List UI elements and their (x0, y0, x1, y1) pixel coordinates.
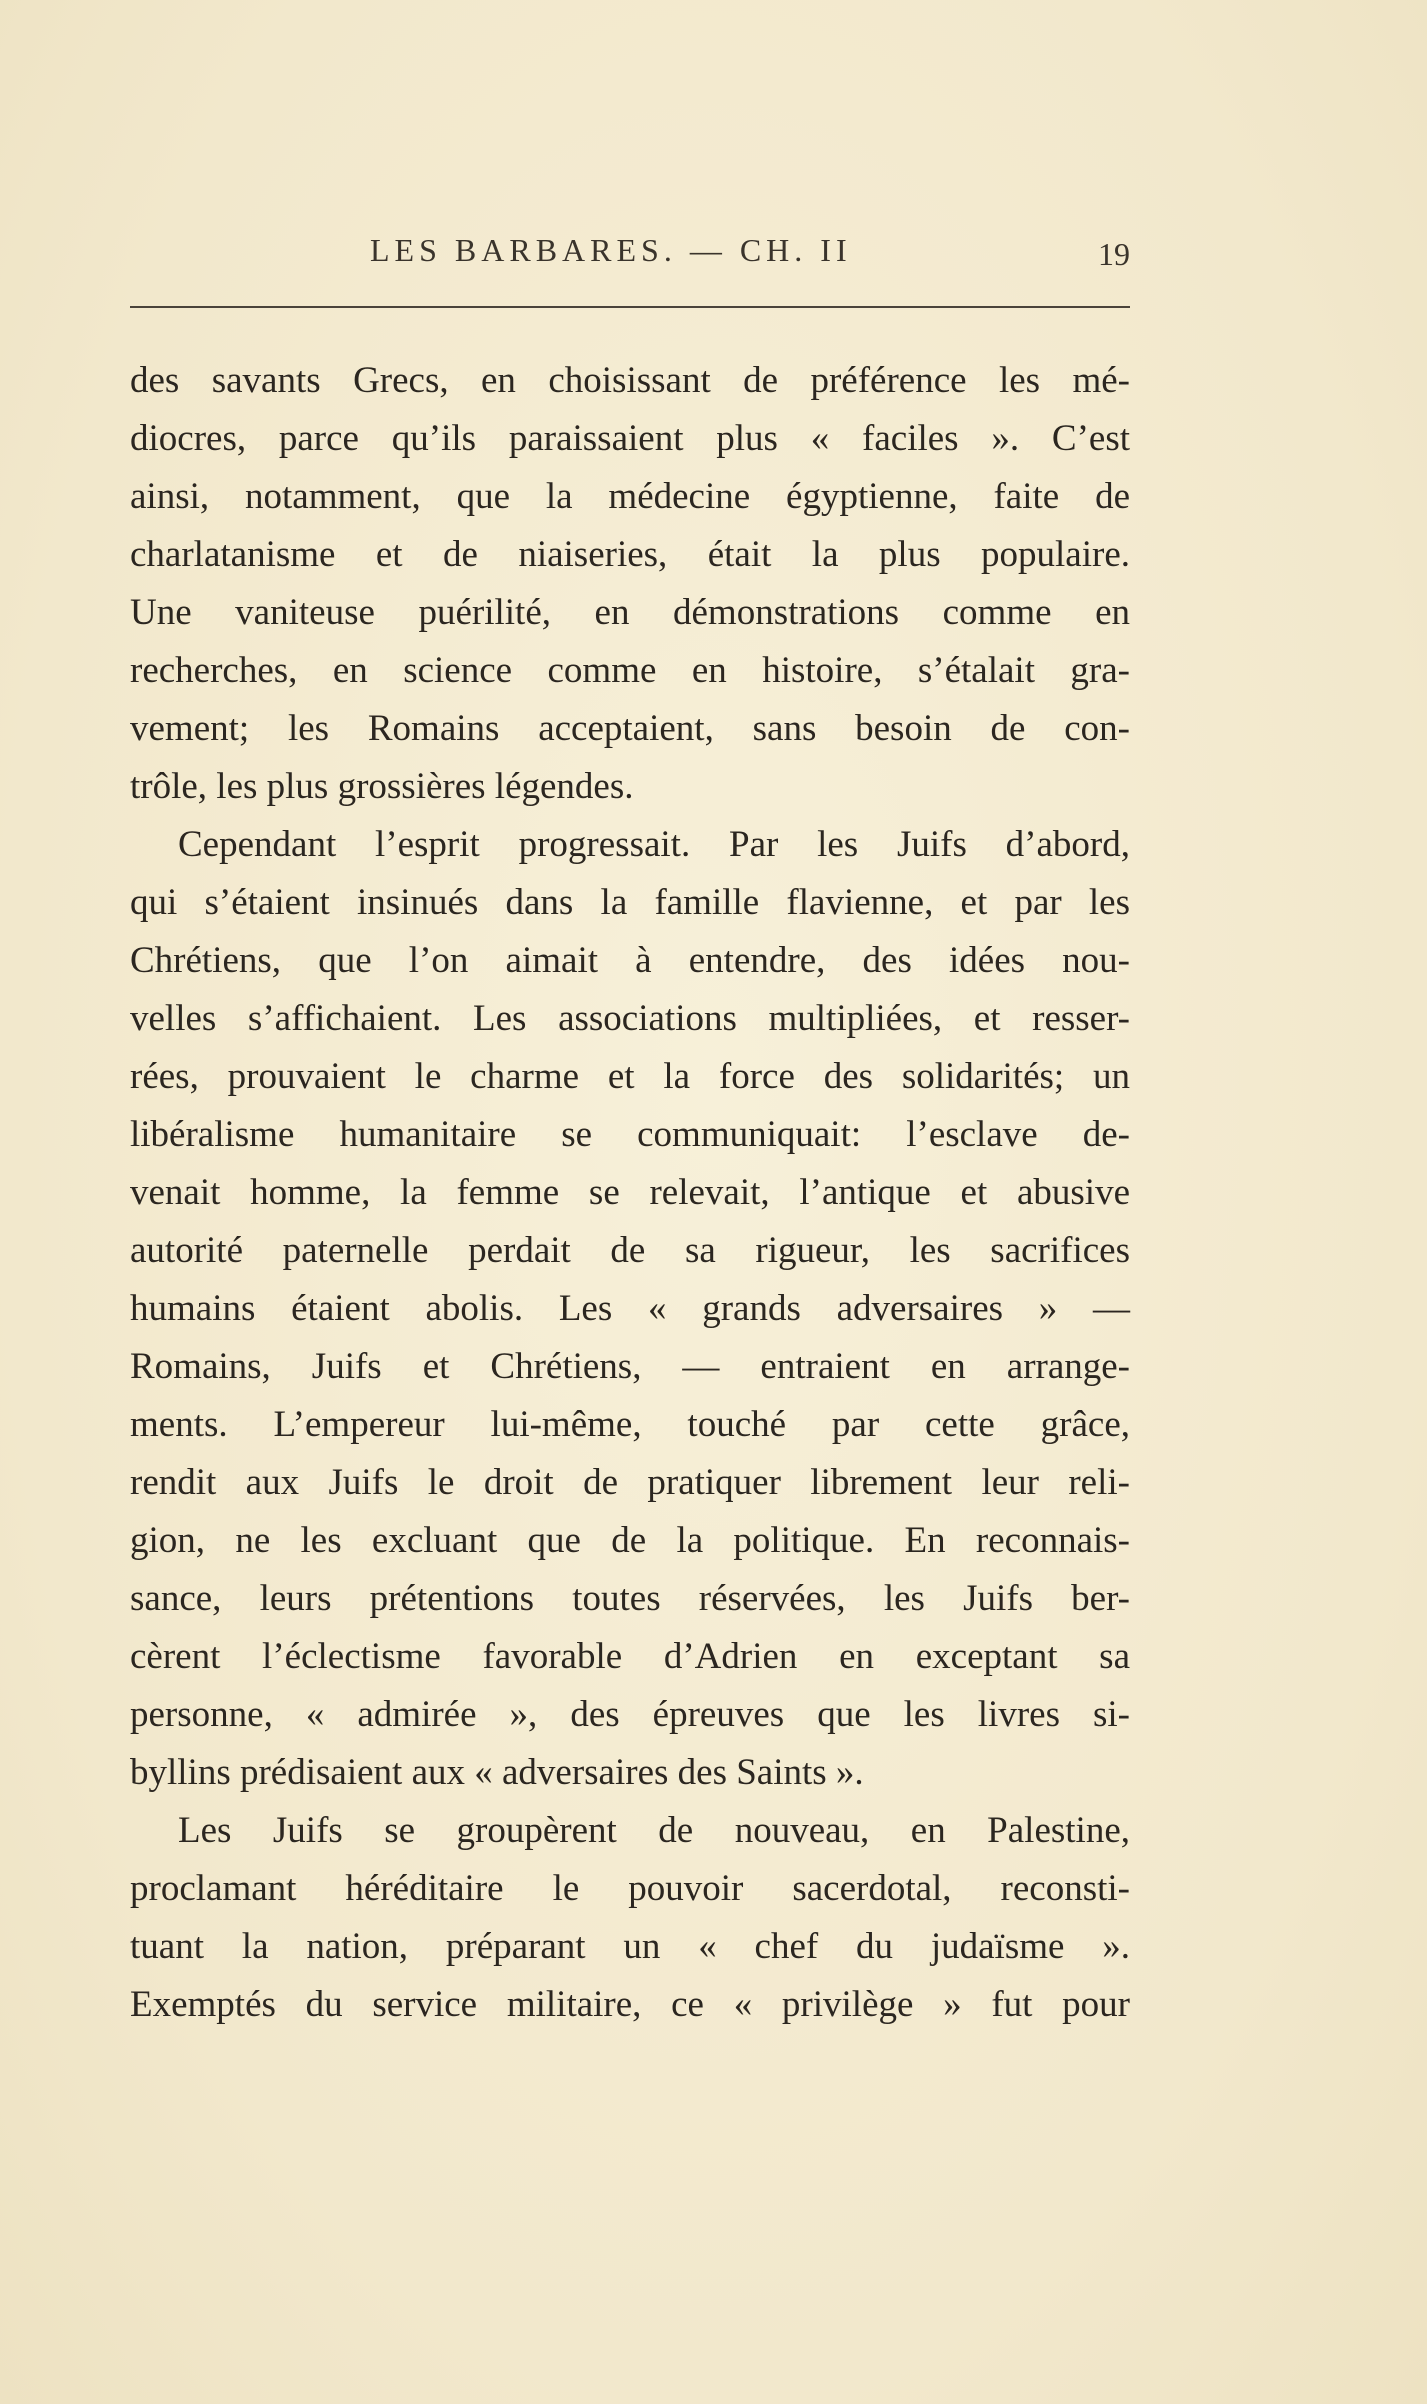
text-line: proclamant héréditaire le pouvoir sacerdotal, reconsti- (130, 1868, 1130, 1909)
text-line: charlatanisme et de niaiseries, était la plus populaire. (130, 534, 1130, 575)
text-line: ainsi, notamment, que la médecine égyptienne, faite de (130, 476, 1130, 517)
text-line: gion, ne les excluant que de la politique. En reconnais- (130, 1520, 1130, 1561)
text-line: Les Juifs se groupèrent de nouveau, en Palestine, (178, 1810, 1130, 1851)
text-line: recherches, en science comme en histoire, s’étalait gra- (130, 650, 1130, 691)
text-line: rendit aux Juifs le droit de pratiquer librement leur reli- (130, 1462, 1130, 1503)
header-rule (130, 306, 1130, 308)
body-text (130, 352, 1130, 2034)
text-line: libéralisme humanitaire se communiquait: l’esclave de- (130, 1114, 1130, 1155)
text-line: Chrétiens, que l’on aimait à entendre, des idées nou- (130, 940, 1130, 981)
text-line: humains étaient abolis. Les « grands adversaires » — (130, 1288, 1130, 1329)
text-line: diocres, parce qu’ils paraissaient plus « faciles ». C’est (130, 418, 1130, 459)
text-line: trôle, les plus grossières légendes. (130, 766, 634, 807)
text-line: Romains, Juifs et Chrétiens, — entraient en arrange- (130, 1346, 1130, 1387)
text-line: qui s’étaient insinués dans la famille flavienne, et par les (130, 882, 1130, 923)
text-line: Une vaniteuse puérilité, en démonstrations comme en (130, 592, 1130, 633)
text-line: Cependant l’esprit progressait. Par les Juifs d’abord, (178, 824, 1130, 865)
text-line: byllins prédisaient aux « adversaires des Saints ». (130, 1752, 864, 1793)
text-line: sance, leurs prétentions toutes réservées, les Juifs ber- (130, 1578, 1130, 1619)
running-title: LES BARBARES. — CH. II (370, 232, 852, 268)
text-line: vement; les Romains acceptaient, sans besoin de con- (130, 708, 1130, 749)
text-line: Exemptés du service militaire, ce « privilège » fut pour (130, 1984, 1130, 2025)
text-line: rées, prouvaient le charme et la force des solidarités; un (130, 1056, 1130, 1097)
text-line: tuant la nation, préparant un « chef du judaïsme ». (130, 1926, 1130, 1967)
text-line: personne, « admirée », des épreuves que les livres si- (130, 1694, 1130, 1735)
text-line: velles s’affichaient. Les associations multipliées, et resser- (130, 998, 1130, 1039)
text-line: des savants Grecs, en choisissant de préférence les mé- (130, 360, 1130, 401)
running-head (130, 232, 1130, 282)
text-line: autorité paternelle perdait de sa rigueur, les sacrifices (130, 1230, 1130, 1271)
text-line: cèrent l’éclectisme favorable d’Adrien en exceptant sa (130, 1636, 1130, 1677)
text-line: ments. L’empereur lui-même, touché par cette grâce, (130, 1404, 1130, 1445)
page-number: 19 (1098, 236, 1130, 272)
text-line: venait homme, la femme se relevait, l’antique et abusive (130, 1172, 1130, 1213)
